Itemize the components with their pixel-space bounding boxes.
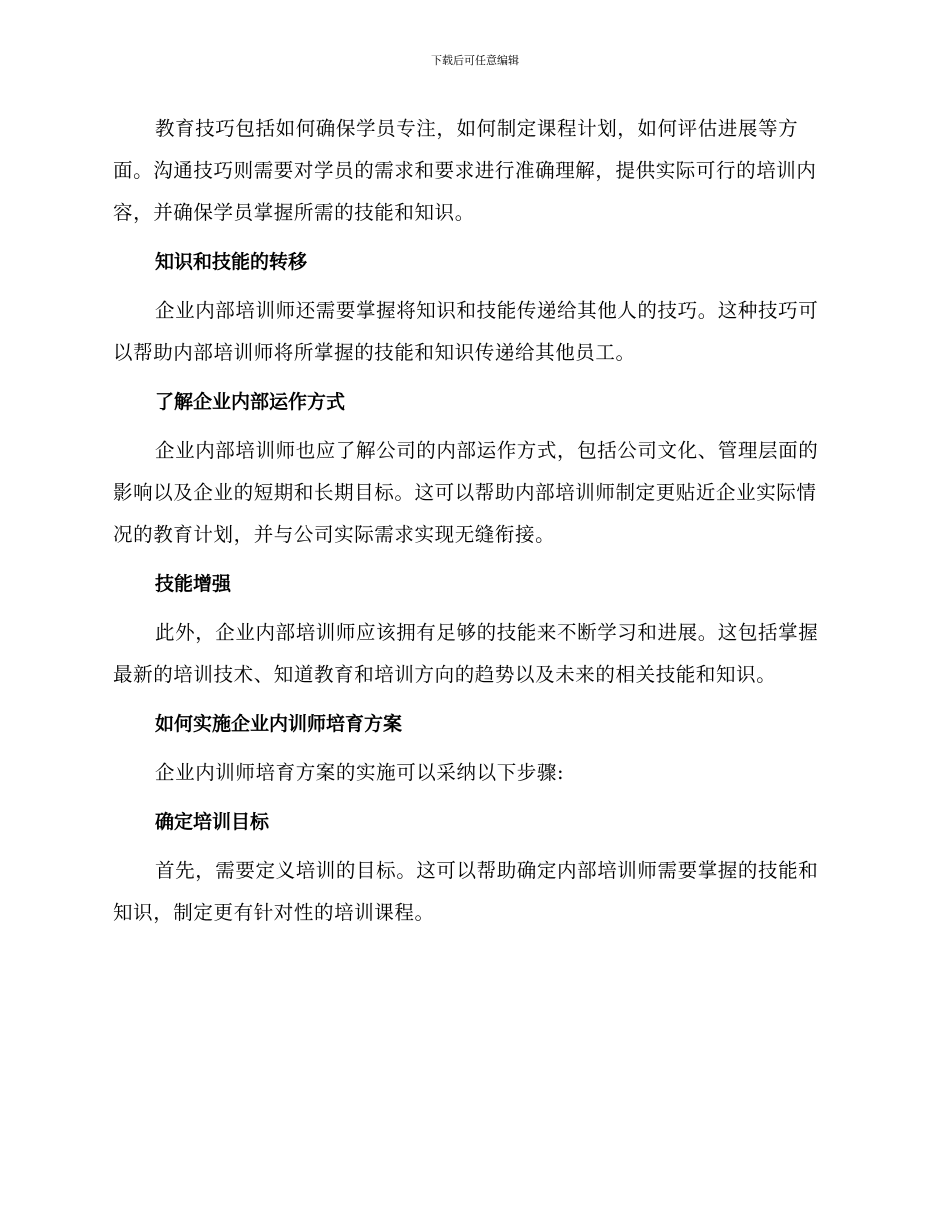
- heading-knowledge-transfer: 知识和技能的转移: [155, 251, 308, 273]
- heading-training-goals: 确定培训目标: [155, 811, 270, 833]
- paragraph-knowledge-transfer: 企业内部培训师还需要掌握将知识和技能传递给其他人的技巧。这种技巧可以帮助内部培训师将所掌握的技能和知识传递给其他员工。: [113, 299, 819, 364]
- heading-skill-enhancement: 技能增强: [155, 573, 232, 595]
- paragraph-teaching-skills: 教育技巧包括如何确保学员专注，如何制定课程计划，如何评估进展等方面。沟通技巧则需要对学员的需求和要求进行准确理解，提供实际可行的培训内容，并确保学员掌握所需的技能和知识。: [113, 117, 817, 224]
- paragraph-training-goals: 首先，需要定义培训的目标。这可以帮助确定内部培训师需要掌握的技能和知识，制定更有针对性的培训课程。: [113, 859, 819, 924]
- page-header: 下载后可任意编辑: [431, 54, 519, 67]
- paragraph-skill-enhancement: 此外，企业内部培训师应该拥有足够的技能来不断学习和进展。这包括掌握最新的培训技术、知道教育和培训方向的趋势以及未来的相关技能和知识。: [113, 621, 819, 686]
- paragraph-internal-operations: 企业内部培训师也应了解公司的内部运作方式，包括公司文化、管理层面的影响以及企业的短期和长期目标。这可以帮助内部培训师制定更贴近企业实际情况的教育计划，并与公司实际需求实现无缝衔接。: [113, 439, 819, 546]
- heading-internal-operations: 了解企业内部运作方式: [155, 391, 346, 413]
- document-body: [113, 108, 831, 941]
- heading-implementation: 如何实施企业内训师培育方案: [155, 713, 403, 735]
- paragraph-implementation: 企业内训师培育方案的实施可以采纳以下步骤:: [155, 761, 565, 784]
